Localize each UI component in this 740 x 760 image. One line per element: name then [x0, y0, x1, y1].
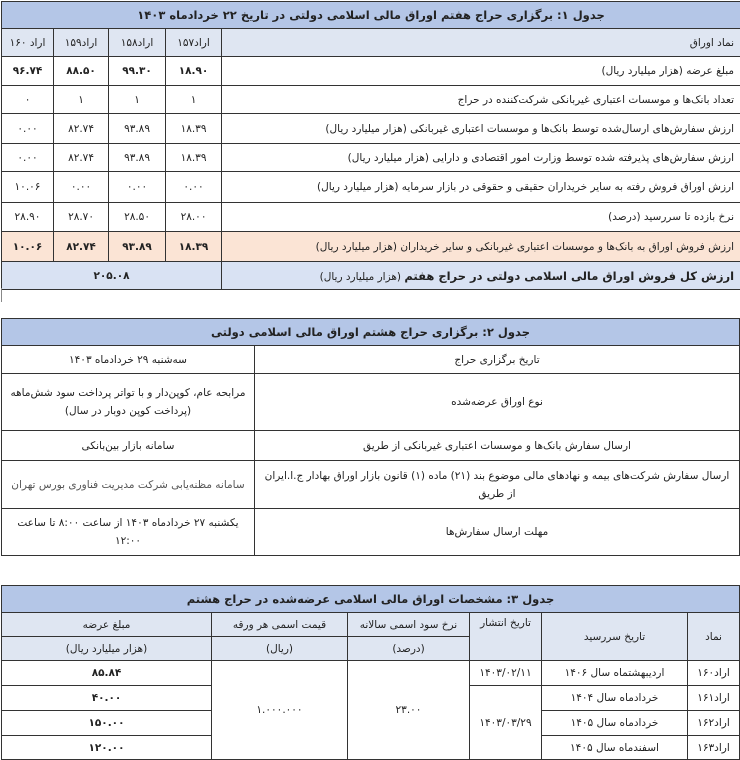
divider	[1, 288, 2, 302]
cell: ۱	[166, 86, 222, 114]
cell-maturity: اردیبهشتماه سال ۱۴۰۶	[542, 661, 688, 686]
row-value: یکشنبه ۲۷ خردادماه ۱۴۰۳ از ساعت ۸:۰۰ تا ساعت ۱۲:۰۰	[2, 509, 255, 556]
row-label: نوع اوراق عرضه‌شده	[255, 374, 740, 431]
cell: ۲۸.۹۰	[2, 203, 54, 232]
row-label: ارزش سفارش‌های پذیرفته شده توسط وزارت امور اقتصادی و دارایی (هزار میلیارد ریال)	[222, 144, 740, 172]
cell: ۹۳.۸۹	[109, 232, 166, 262]
cell: ۰.۰۰	[54, 172, 109, 203]
table-title: جدول ۳: مشخصات اوراق مالی اسلامی عرضه‌شده در حراج هشتم	[2, 586, 740, 613]
table-row	[2, 374, 740, 431]
cell-amount: ۴۰.۰۰	[2, 686, 212, 711]
table-row	[2, 172, 740, 203]
header-rate-unit: (درصد)	[348, 637, 470, 661]
header-price-unit: (ریال)	[212, 637, 348, 661]
row-label: تعداد بانک‌ها و موسسات اعتباری غیربانکی شرکت‌کننده در حراج	[222, 86, 740, 114]
cell: ۰.۰۰	[109, 172, 166, 203]
table-eighth-auction	[1, 318, 740, 556]
cell: ۹۳.۸۹	[109, 114, 166, 144]
cell: ۹۶.۷۴	[2, 57, 54, 86]
table-row	[2, 346, 740, 374]
table-row-highlighted	[2, 232, 740, 262]
header-issue-date: تاریخ انتشار	[470, 613, 542, 661]
cell: ۸۲.۷۴	[54, 144, 109, 172]
cell-symbol: اراد۱۶۱	[688, 686, 740, 711]
cell-maturity: اسفندماه سال ۱۴۰۵	[542, 736, 688, 760]
cell-amount: ۸۵.۸۴	[2, 661, 212, 686]
cell: ۲۸.۰۰	[166, 203, 222, 232]
table-row	[2, 57, 740, 86]
table-row	[2, 203, 740, 232]
total-label-bold: ارزش کل فروش اوراق مالی اسلامی دولتی در حراج هفتم	[404, 268, 735, 283]
cell-maturity: خردادماه سال ۱۴۰۵	[542, 711, 688, 736]
row-label: مبلغ عرضه (هزار میلیارد ریال)	[222, 57, 740, 86]
row-label: مهلت ارسال سفارش‌ها	[255, 509, 740, 556]
cell: ۰.۰۰	[166, 172, 222, 203]
column-header: اراد۱۵۸	[109, 29, 166, 57]
column-header: اراد ۱۶۰	[2, 29, 54, 57]
cell: ۲۸.۷۰	[54, 203, 109, 232]
row-label: نرخ بازده تا سررسید (درصد)	[222, 203, 740, 232]
cell-symbol: اراد۱۶۳	[688, 736, 740, 760]
row-label: تاریخ برگزاری حراج	[255, 346, 740, 374]
total-row	[2, 262, 740, 290]
cell-maturity: خردادماه سال ۱۴۰۴	[542, 686, 688, 711]
table-row	[2, 86, 740, 114]
cell: ۱۸.۳۹	[166, 144, 222, 172]
cell: ۲۸.۵۰	[109, 203, 166, 232]
cell: ۰	[2, 86, 54, 114]
cell: ۱۸.۳۹	[166, 232, 222, 262]
cell: ۱	[54, 86, 109, 114]
cell: ۱۰.۰۶	[2, 172, 54, 203]
cell-price: ۱.۰۰۰.۰۰۰	[212, 661, 348, 760]
cell: ۱	[109, 86, 166, 114]
table-row	[2, 509, 740, 556]
table-row	[2, 114, 740, 144]
table-row	[2, 431, 740, 461]
header-label: نماد اوراق	[222, 29, 740, 57]
table-title: جدول ۱: برگزاری حراج هفتم اوراق مالی اسلامی دولتی در تاریخ ۲۲ خردادماه ۱۴۰۳	[2, 2, 740, 29]
cell: ۸۲.۷۴	[54, 232, 109, 262]
column-header: اراد۱۵۷	[166, 29, 222, 57]
row-label: ارسال سفارش شرکت‌های بیمه و نهادهای مالی موضوع بند (۲۱) ماده (۱) قانون بازار اوراق بهادار ج.ا.ایران از طریق	[255, 461, 740, 509]
cell: ۰.۰۰	[2, 114, 54, 144]
row-value: سامانه بازار بین‌بانکی	[2, 431, 255, 461]
cell-issue-date: ۱۴۰۳/۰۳/۲۹	[470, 686, 542, 760]
cell-issue-date: ۱۴۰۳/۰۲/۱۱	[470, 661, 542, 686]
cell-symbol: اراد۱۶۲	[688, 711, 740, 736]
total-label-unit: (هزار میلیارد ریال)	[319, 270, 402, 283]
row-label: ارسال سفارش بانک‌ها و موسسات اعتباری غیربانکی از طریق	[255, 431, 740, 461]
cell: ۹۳.۸۹	[109, 144, 166, 172]
cell: ۱۸.۳۹	[166, 114, 222, 144]
row-value: مرابحه عام، کوپن‌دار و با تواتر پرداخت سود شش‌ماهه (پرداخت کوپن دوبار در سال)	[2, 374, 255, 431]
row-value: سه‌شنبه ۲۹ خردادماه ۱۴۰۳	[2, 346, 255, 374]
row-value: سامانه مظنه‌یابی شرکت مدیریت فناوری بورس تهران	[2, 461, 255, 509]
header-symbol: نماد	[688, 613, 740, 661]
total-value: ۲۰۵.۰۸	[2, 262, 222, 290]
header-maturity: تاریخ سررسید	[542, 613, 688, 661]
row-label: ارزش فروش اوراق به بانک‌ها و موسسات اعتباری غیربانکی و سایر خریداران (هزار میلیارد ریال)	[222, 232, 740, 262]
table-row	[2, 661, 740, 686]
cell-rate: ۲۳.۰۰	[348, 661, 470, 760]
cell-amount: ۱۵۰.۰۰	[2, 711, 212, 736]
table-row	[2, 461, 740, 509]
cell: ۰.۰۰	[2, 144, 54, 172]
table-seventh-auction	[1, 1, 740, 290]
cell: ۱۰.۰۶	[2, 232, 54, 262]
row-label: ارزش اوراق فروش رفته به سایر خریداران حقیقی و حقوقی در بازار سرمایه (هزار میلیارد ریال)	[222, 172, 740, 203]
column-header: اراد۱۵۹	[54, 29, 109, 57]
cell: ۹۹.۳۰	[109, 57, 166, 86]
total-label	[222, 262, 740, 290]
table-eighth-auction-securities	[1, 585, 740, 760]
cell: ۱۸.۹۰	[166, 57, 222, 86]
header-rate: نرخ سود اسمی سالانه	[348, 613, 470, 637]
table-title: جدول ۲: برگزاری حراج هشتم اوراق مالی اسلامی دولتی	[2, 319, 740, 346]
cell-amount: ۱۲۰.۰۰	[2, 736, 212, 760]
cell: ۸۲.۷۴	[54, 114, 109, 144]
table-row	[2, 144, 740, 172]
cell: ۸۸.۵۰	[54, 57, 109, 86]
header-price: قیمت اسمی هر ورقه	[212, 613, 348, 637]
row-label: ارزش سفارش‌های ارسال‌شده توسط بانک‌ها و موسسات اعتباری غیربانکی (هزار میلیارد ریال)	[222, 114, 740, 144]
header-amount-unit: (هزار میلیارد ریال)	[2, 637, 212, 661]
header-amount: مبلغ عرضه	[2, 613, 212, 637]
cell-symbol: اراد۱۶۰	[688, 661, 740, 686]
